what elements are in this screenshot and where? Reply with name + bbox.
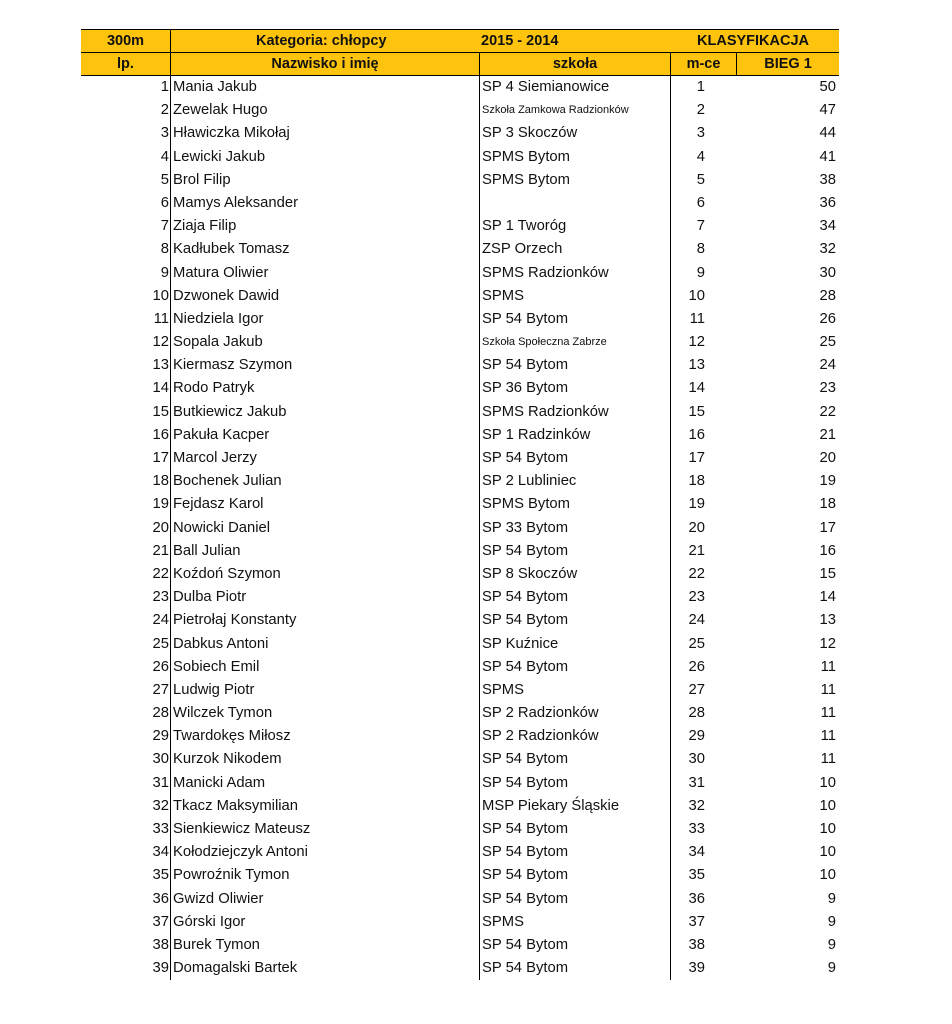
row-place: 3 xyxy=(670,122,736,145)
row-lp: 32 xyxy=(152,797,169,814)
table-row xyxy=(81,772,839,795)
row-place: 5 xyxy=(670,169,736,192)
row-name: Tkacz Maksymilian xyxy=(170,795,479,818)
row-place: 25 xyxy=(670,633,736,656)
row-name: Lewicki Jakub xyxy=(170,146,479,169)
row-place: 32 xyxy=(670,795,736,818)
row-school: SP Kuźnice xyxy=(479,633,670,656)
row-name: Sopala Jakub xyxy=(170,331,479,354)
row-place: 34 xyxy=(670,841,736,864)
row-name: Twardokęs Miłosz xyxy=(170,725,479,748)
row-points: 10 xyxy=(819,867,836,884)
row-points: 22 xyxy=(819,403,836,420)
row-name: Kiermasz Szymon xyxy=(170,354,479,377)
row-name: Marcol Jerzy xyxy=(170,447,479,470)
table-row xyxy=(81,656,839,679)
row-name: Kadłubek Tomasz xyxy=(170,238,479,261)
row-place: 37 xyxy=(670,911,736,934)
column-header-place: m-ce xyxy=(670,53,736,75)
row-lp: 10 xyxy=(152,287,169,304)
table-row xyxy=(81,517,839,540)
row-lp: 2 xyxy=(160,102,169,119)
row-school: SP 2 Lubliniec xyxy=(479,470,670,493)
row-school: ZSP Orzech xyxy=(479,238,670,261)
table-row xyxy=(81,563,839,586)
table-row xyxy=(81,841,839,864)
row-points: 17 xyxy=(819,519,836,536)
row-place: 33 xyxy=(670,818,736,841)
row-lp: 24 xyxy=(152,612,169,629)
table-row xyxy=(81,169,839,192)
row-lp: 15 xyxy=(152,403,169,420)
row-school: SP 54 Bytom xyxy=(479,934,670,957)
table-row xyxy=(81,238,839,261)
table-row xyxy=(81,609,839,632)
row-lp: 33 xyxy=(152,821,169,837)
row-name: Mamys Aleksander xyxy=(170,192,479,215)
table-row xyxy=(81,934,839,957)
row-name: Kołodziejczyk Antoni xyxy=(170,841,479,864)
row-name: Pietrołaj Konstanty xyxy=(170,609,479,632)
row-school: SPMS Radzionków xyxy=(479,262,670,285)
results-sheet xyxy=(81,29,839,980)
row-school: SP 3 Skoczów xyxy=(479,122,670,145)
row-school: SP 54 Bytom xyxy=(479,772,670,795)
table-row xyxy=(81,679,839,702)
distance-label: 300m xyxy=(106,33,145,49)
row-lp: 16 xyxy=(152,426,169,443)
table-row xyxy=(81,76,839,99)
table-row xyxy=(81,470,839,493)
table-row xyxy=(81,262,839,285)
row-name: Kurzok Nikodem xyxy=(170,748,479,771)
row-school: SP 54 Bytom xyxy=(479,540,670,563)
row-school: SP 54 Bytom xyxy=(479,308,670,331)
row-school: SPMS Bytom xyxy=(479,146,670,169)
row-points: 10 xyxy=(819,844,836,861)
row-school: SP 33 Bytom xyxy=(479,517,670,540)
row-place: 26 xyxy=(670,656,736,679)
row-name: Pakuła Kacper xyxy=(170,424,479,447)
table-row xyxy=(81,586,839,609)
table-row xyxy=(81,308,839,331)
row-school: SP 54 Bytom xyxy=(479,447,670,470)
row-school: SP 54 Bytom xyxy=(479,957,670,980)
row-name: Burek Tymon xyxy=(170,934,479,957)
row-place: 20 xyxy=(670,517,736,540)
row-name: Mania Jakub xyxy=(170,76,479,99)
row-lp: 25 xyxy=(152,635,169,652)
table-row xyxy=(81,911,839,934)
row-lp: 37 xyxy=(152,913,169,930)
row-school: MSP Piekary Śląskie xyxy=(479,795,670,818)
row-school: SP 4 Siemianowice xyxy=(479,76,670,99)
row-school: Szkoła Zamkowa Radzionków xyxy=(479,99,670,122)
table-row xyxy=(81,702,839,725)
row-place: 14 xyxy=(670,377,736,400)
table-row xyxy=(81,748,839,771)
table-row xyxy=(81,864,839,887)
table-row xyxy=(81,493,839,516)
row-points: 36 xyxy=(819,194,836,211)
row-points: 10 xyxy=(819,797,836,814)
row-points: 10 xyxy=(819,774,836,791)
table-row xyxy=(81,285,839,308)
row-school: SP 36 Bytom xyxy=(479,377,670,400)
row-name: Ball Julian xyxy=(170,540,479,563)
row-points: 24 xyxy=(819,357,836,374)
row-lp: 23 xyxy=(152,589,169,606)
row-lp: 30 xyxy=(152,751,169,768)
row-name: Domagalski Bartek xyxy=(170,957,479,980)
table-row xyxy=(81,633,839,656)
row-place: 38 xyxy=(670,934,736,957)
row-name: Fejdasz Karol xyxy=(170,493,479,516)
row-name: Butkiewicz Jakub xyxy=(170,401,479,424)
row-school: SP 54 Bytom xyxy=(479,609,670,632)
row-place: 17 xyxy=(670,447,736,470)
row-points: 30 xyxy=(819,264,836,281)
row-points: 26 xyxy=(819,310,836,327)
row-school: SPMS xyxy=(479,285,670,308)
category-label: Kategoria: chłopcy xyxy=(170,30,479,52)
row-points: 41 xyxy=(819,148,836,165)
row-lp: 35 xyxy=(152,867,169,884)
row-points: 19 xyxy=(819,473,836,490)
row-place: 7 xyxy=(670,215,736,238)
row-school: SP 2 Radzionków xyxy=(479,725,670,748)
row-lp: 31 xyxy=(152,774,169,791)
row-school: SP 54 Bytom xyxy=(479,748,670,771)
row-name: Górski Igor xyxy=(170,911,479,934)
row-school xyxy=(479,192,670,215)
row-points: 38 xyxy=(819,171,836,188)
row-place: 1 xyxy=(670,76,736,99)
row-lp: 11 xyxy=(153,310,169,327)
row-place: 11 xyxy=(670,308,736,331)
row-place: 8 xyxy=(670,238,736,261)
row-lp: 36 xyxy=(152,890,169,907)
row-place: 28 xyxy=(670,702,736,725)
row-school: SP 54 Bytom xyxy=(479,841,670,864)
row-place: 18 xyxy=(670,470,736,493)
row-name: Nowicki Daniel xyxy=(170,517,479,540)
row-place: 36 xyxy=(670,888,736,911)
row-place: 13 xyxy=(670,354,736,377)
row-lp: 39 xyxy=(152,960,169,977)
row-name: Sobiech Emil xyxy=(170,656,479,679)
row-place: 6 xyxy=(670,192,736,215)
row-place: 23 xyxy=(670,586,736,609)
row-lp: 22 xyxy=(152,565,169,582)
row-points: 9 xyxy=(827,936,836,953)
row-points: 16 xyxy=(819,542,836,559)
row-lp: 13 xyxy=(152,357,169,374)
table-row xyxy=(81,401,839,424)
row-school: Szkoła Społeczna Zabrze xyxy=(479,331,670,354)
row-points: 11 xyxy=(820,681,836,698)
row-place: 2 xyxy=(670,99,736,122)
row-lp: 4 xyxy=(160,148,169,165)
row-name: Manicki Adam xyxy=(170,772,479,795)
table-row xyxy=(81,377,839,400)
row-place: 24 xyxy=(670,609,736,632)
row-place: 30 xyxy=(670,748,736,771)
row-points: 11 xyxy=(820,705,836,722)
row-points: 9 xyxy=(827,913,836,930)
row-name: Hławiczka Mikołaj xyxy=(170,122,479,145)
row-school: SPMS Bytom xyxy=(479,493,670,516)
row-school: SPMS Bytom xyxy=(479,169,670,192)
row-lp: 18 xyxy=(152,473,169,490)
classification-label: KLASYFIKACJA xyxy=(697,33,809,49)
table-row xyxy=(81,957,839,980)
row-lp: 5 xyxy=(160,171,169,188)
title-header-row xyxy=(81,29,839,53)
results-table-body xyxy=(81,76,839,980)
row-points: 9 xyxy=(827,890,836,907)
row-name: Brol Filip xyxy=(170,169,479,192)
row-lp: 1 xyxy=(160,79,169,95)
row-points: 18 xyxy=(819,496,836,513)
row-school: SP 54 Bytom xyxy=(479,354,670,377)
row-lp: 7 xyxy=(160,218,169,235)
row-name: Powroźnik Tymon xyxy=(170,864,479,887)
row-place: 16 xyxy=(670,424,736,447)
row-name: Bochenek Julian xyxy=(170,470,479,493)
row-school: SP 54 Bytom xyxy=(479,656,670,679)
row-lp: 8 xyxy=(160,241,169,258)
row-name: Wilczek Tymon xyxy=(170,702,479,725)
table-row xyxy=(81,122,839,145)
table-row xyxy=(81,725,839,748)
row-points: 15 xyxy=(819,565,836,582)
row-points: 11 xyxy=(820,658,836,675)
row-lp: 27 xyxy=(152,681,169,698)
row-points: 14 xyxy=(819,589,836,606)
row-school: SP 54 Bytom xyxy=(479,864,670,887)
row-lp: 29 xyxy=(152,728,169,745)
table-row xyxy=(81,331,839,354)
table-row xyxy=(81,540,839,563)
row-points: 9 xyxy=(827,960,836,977)
row-lp: 17 xyxy=(152,450,169,466)
row-points: 20 xyxy=(819,450,836,466)
row-points: 23 xyxy=(819,380,836,397)
row-lp: 20 xyxy=(152,519,169,536)
row-school: SP 54 Bytom xyxy=(479,888,670,911)
table-row xyxy=(81,354,839,377)
row-name: Ziaja Filip xyxy=(170,215,479,238)
table-row xyxy=(81,447,839,470)
row-place: 27 xyxy=(670,679,736,702)
row-school: SP 1 Tworóg xyxy=(479,215,670,238)
row-name: Dulba Piotr xyxy=(170,586,479,609)
table-row xyxy=(81,795,839,818)
row-points: 12 xyxy=(819,635,836,652)
row-place: 31 xyxy=(670,772,736,795)
row-place: 35 xyxy=(670,864,736,887)
row-lp: 28 xyxy=(152,705,169,722)
row-place: 10 xyxy=(670,285,736,308)
column-header-run: BIEG 1 xyxy=(736,53,839,75)
row-points: 11 xyxy=(820,751,836,768)
row-place: 29 xyxy=(670,725,736,748)
table-row xyxy=(81,99,839,122)
row-points: 32 xyxy=(819,241,836,258)
row-name: Ludwig Piotr xyxy=(170,679,479,702)
table-row xyxy=(81,192,839,215)
row-points: 50 xyxy=(819,79,836,95)
row-school: SPMS xyxy=(479,679,670,702)
table-row xyxy=(81,424,839,447)
years-label: 2015 - 2014 xyxy=(481,33,559,49)
row-points: 25 xyxy=(819,334,836,351)
row-place: 12 xyxy=(670,331,736,354)
row-lp: 34 xyxy=(152,844,169,861)
row-lp: 6 xyxy=(160,194,169,211)
row-name: Sienkiewicz Mateusz xyxy=(170,818,479,841)
row-name: Dabkus Antoni xyxy=(170,633,479,656)
column-header-name: Nazwisko i imię xyxy=(170,53,479,75)
row-points: 44 xyxy=(819,125,836,142)
row-place: 39 xyxy=(670,957,736,980)
table-row xyxy=(81,818,839,841)
row-lp: 14 xyxy=(152,380,169,397)
row-lp: 12 xyxy=(152,334,169,351)
row-lp: 9 xyxy=(160,264,169,281)
row-name: Niedziela Igor xyxy=(170,308,479,331)
row-points: 11 xyxy=(820,728,836,745)
row-name: Koźdoń Szymon xyxy=(170,563,479,586)
column-header-row xyxy=(81,53,839,76)
row-points: 47 xyxy=(819,102,836,119)
row-school: SPMS xyxy=(479,911,670,934)
row-lp: 3 xyxy=(160,125,169,142)
row-place: 21 xyxy=(670,540,736,563)
row-lp: 26 xyxy=(152,658,169,675)
row-points: 34 xyxy=(819,218,836,235)
row-lp: 21 xyxy=(152,542,169,559)
row-name: Gwizd Oliwier xyxy=(170,888,479,911)
row-points: 21 xyxy=(819,426,836,443)
row-place: 4 xyxy=(670,146,736,169)
row-lp: 38 xyxy=(152,936,169,953)
table-row xyxy=(81,146,839,169)
row-points: 10 xyxy=(819,821,836,837)
column-header-school: szkoła xyxy=(479,53,670,75)
row-school: SPMS Radzionków xyxy=(479,401,670,424)
row-points: 13 xyxy=(819,612,836,629)
row-school: SP 8 Skoczów xyxy=(479,563,670,586)
row-points: 28 xyxy=(819,287,836,304)
row-place: 22 xyxy=(670,563,736,586)
row-place: 9 xyxy=(670,262,736,285)
row-name: Dzwonek Dawid xyxy=(170,285,479,308)
row-name: Zewelak Hugo xyxy=(170,99,479,122)
row-name: Matura Oliwier xyxy=(170,262,479,285)
row-school: SP 1 Radzinków xyxy=(479,424,670,447)
row-place: 19 xyxy=(670,493,736,516)
row-lp: 19 xyxy=(152,496,169,513)
row-school: SP 54 Bytom xyxy=(479,818,670,841)
row-school: SP 2 Radzionków xyxy=(479,702,670,725)
row-place: 15 xyxy=(670,401,736,424)
table-row xyxy=(81,215,839,238)
column-header-lp: lp. xyxy=(117,56,134,72)
row-name: Rodo Patryk xyxy=(170,377,479,400)
table-row xyxy=(81,888,839,911)
row-school: SP 54 Bytom xyxy=(479,586,670,609)
